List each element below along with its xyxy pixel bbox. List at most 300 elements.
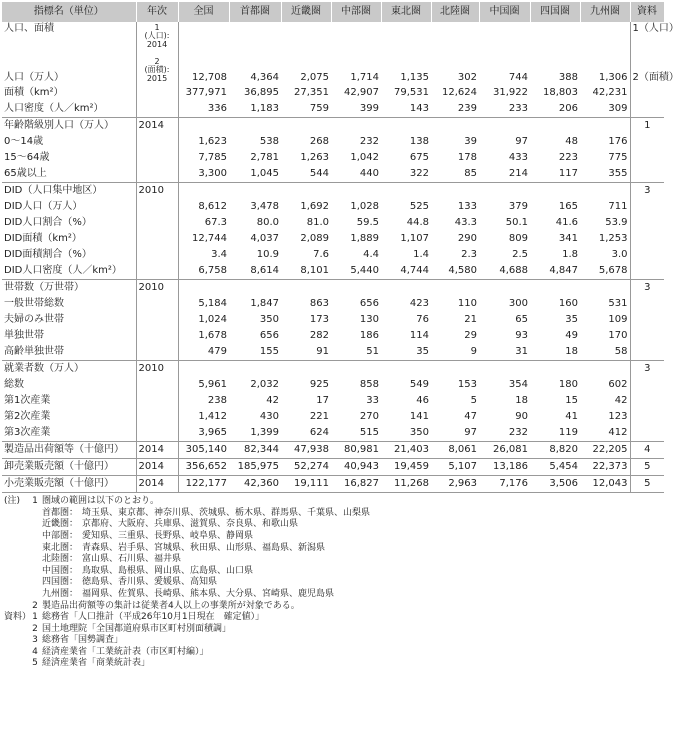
value-cell: 76 [416,314,429,326]
value-cell [431,118,479,135]
value-cell: 4,847 [549,265,578,277]
value-cell: 26,081 [479,442,530,459]
row-label: 第1次産業 [4,395,51,407]
value-cell: 40,943 [331,459,381,476]
value-cell: 5,107 [431,459,479,476]
value-cell: 59.5 [356,217,379,229]
value-cell [381,118,431,135]
table-row [2,442,664,459]
value-cell [229,118,281,135]
value-cell: 239 [457,103,477,115]
table-row [2,361,664,378]
row-label: 単独世帯 [4,330,44,342]
value-cell: 675 [409,152,429,164]
row-label: 0〜14歳 [4,136,44,148]
value-cell: 2,963 [431,476,479,493]
value-cell: 4,364 [250,72,279,84]
table-row [2,150,664,166]
row-year [136,344,178,361]
value-cell: 624 [309,427,329,439]
value-cell: 3.0 [611,249,628,261]
region-prefectures: 愛知県、三重県、長野県、岐阜県、静岡県 [82,530,254,541]
value-cell: 3,478 [250,201,279,213]
value-cell: 42,907 [344,87,379,99]
row-label: DID（人口集中地区） [2,183,136,200]
region-prefectures: 鳥取県、島根県、岡山県、広島県、山口県 [82,565,254,576]
region-prefectures: 京都府、大阪府、兵庫県、滋賀県、奈良県、和歌山県 [82,519,299,530]
row-year: 2014 [136,459,178,476]
table-row [2,85,664,101]
value-cell [479,280,530,297]
value-cell: 178 [457,152,477,164]
value-cell: 117 [558,168,578,180]
value-cell: 1,412 [178,409,229,425]
value-cell [229,183,281,200]
row-year [136,85,178,101]
value-cell: 29 [464,330,477,342]
value-cell: 2.3 [461,249,477,261]
row-label: DID人口（万人） [4,201,83,213]
row-label: 就業者数（万人） [2,361,136,378]
value-cell [580,361,630,378]
value-cell: 214 [508,168,528,180]
value-cell: 1,889 [350,233,379,245]
value-cell: 232 [508,427,528,439]
region-definition [4,519,666,531]
value-cell: 165 [558,201,578,213]
region-prefectures: 福岡県、佐賀県、長崎県、熊本県、大分県、宮崎県、鹿児島県 [82,588,335,599]
value-cell: 39 [464,136,477,148]
row-source: 2（面積） [630,58,664,85]
value-cell [580,22,630,58]
value-cell [178,280,229,297]
row-source: 3 [630,280,664,297]
value-cell: 925 [309,379,329,391]
value-cell: 5,454 [530,459,580,476]
row-year [136,409,178,425]
value-cell: 17 [316,395,329,407]
value-cell: 412 [608,427,628,439]
value-cell: 3,965 [178,425,229,442]
value-cell: 123 [608,411,628,423]
value-cell: 35 [416,346,429,358]
value-cell: 1,028 [350,201,379,213]
value-cell: 8,101 [300,265,329,277]
row-label: DID面積割合（%） [4,249,92,261]
value-cell: 1,692 [300,201,329,213]
value-cell: 153 [457,379,477,391]
value-cell: 423 [409,298,429,310]
value-cell: 46 [416,395,429,407]
region-definition [4,554,666,566]
region-definition [4,531,666,543]
table-row [2,296,664,312]
source-item [4,612,666,624]
row-label: 面積（km²） [4,87,64,99]
row-year: 1 (人口): 2014 [136,22,178,58]
value-cell [580,183,630,200]
value-cell [530,183,580,200]
table-row [2,312,664,328]
value-cell: 744 [508,72,528,84]
value-cell [580,118,630,135]
row-label: 卸売業販売額（十億円） [2,459,136,476]
row-source [630,150,664,166]
note-text: 製造品出荷額等の集計は従業者4人以上の事業所が対象である。 [42,600,300,611]
value-cell: 1,183 [250,103,279,115]
value-cell: 10.9 [256,249,279,261]
value-cell: 4,037 [250,233,279,245]
value-cell: 42 [614,395,628,407]
value-cell: 355 [608,168,628,180]
value-cell [281,183,331,200]
row-year: 2010 [136,361,178,378]
value-cell: 16,827 [331,476,381,493]
table-row [2,231,664,247]
value-cell [479,183,530,200]
value-cell: 18,803 [543,87,578,99]
value-cell [281,118,331,135]
value-cell: 67.3 [178,215,229,231]
region-prefectures: 富山県、石川県、福井県 [82,554,182,565]
value-cell: 7,176 [479,476,530,493]
source-text: 経済産業省「工業統計表（市区町村編）」 [42,646,209,657]
row-label: 世帯数（万世帯） [2,280,136,297]
row-label: 15〜64歳 [4,152,50,164]
row-label: 人口密度（人／km²） [4,103,104,115]
header-national: 全国 [178,2,229,22]
region-prefectures: 徳島県、香川県、愛媛県、高知県 [82,577,218,588]
value-cell: 1,847 [250,298,279,310]
region-name: 中部圏： [42,530,79,541]
value-cell: 4,744 [400,265,429,277]
value-cell: 5,678 [598,265,628,277]
note-text: 圏域の範囲は以下のとおり。 [42,496,160,507]
value-cell: 440 [359,168,379,180]
region-name: 近畿圏： [42,519,79,530]
value-cell: 97 [464,427,477,439]
value-cell [229,361,281,378]
row-year [136,134,178,150]
row-label: 第2次産業 [4,411,51,423]
value-cell [530,118,580,135]
value-cell: 173 [309,314,329,326]
value-cell [178,361,229,378]
row-source [630,85,664,101]
row-source [630,215,664,231]
value-cell: 515 [359,427,379,439]
table-row [2,280,664,297]
table-row [2,166,664,183]
note-number: 1 [32,496,38,507]
row-source [630,247,664,263]
value-cell: 51 [366,346,379,358]
value-cell: 2,075 [300,72,329,84]
value-cell: 388 [558,72,578,84]
value-cell [431,22,479,58]
row-year: 2014 [136,442,178,459]
row-year [136,296,178,312]
value-cell: 15 [565,395,578,407]
value-cell: 52,274 [281,459,331,476]
row-source [630,231,664,247]
value-cell: 1.8 [562,249,578,261]
row-year [136,247,178,263]
value-cell [229,22,281,58]
source-text: 総務省「人口推計（平成26年10月1日現在 確定値）」 [42,612,265,623]
value-cell: 5,184 [178,296,229,312]
row-year [136,328,178,344]
value-cell [580,280,630,297]
table-row [2,247,664,263]
value-cell: 268 [309,136,329,148]
value-cell: 238 [178,393,229,409]
value-cell: 309 [608,103,628,115]
value-cell: 82,344 [229,442,281,459]
value-cell: 4.4 [363,249,379,261]
row-year [136,215,178,231]
value-cell: 233 [508,103,528,115]
value-cell: 305,140 [178,442,229,459]
header-chugoku: 中国圏 [479,2,530,22]
value-cell: 531 [608,298,628,310]
value-cell: 33 [366,395,379,407]
row-source: 3 [630,183,664,200]
value-cell: 155 [259,346,279,358]
table-row [2,215,664,231]
value-cell: 130 [359,314,379,326]
row-year [136,312,178,328]
value-cell: 170 [608,330,628,342]
value-cell: 1,045 [250,168,279,180]
value-cell [530,22,580,58]
value-cell: 1,107 [400,233,429,245]
value-cell: 1,714 [350,72,379,84]
row-source: 1 [630,118,664,135]
table-row [2,118,664,135]
value-cell: 58 [614,346,628,358]
region-prefectures: 青森県、岩手県、宮城県、秋田県、山形県、福島県、新潟県 [82,542,326,553]
value-cell: 858 [359,379,379,391]
row-label: 年齢階級別人口（万人） [2,118,136,135]
value-cell: 44.8 [406,217,429,229]
value-cell: 138 [409,136,429,148]
value-cell: 341 [558,233,578,245]
value-cell: 356,652 [178,459,229,476]
value-cell: 21 [464,314,477,326]
table-row [2,344,664,361]
table-row [2,459,664,476]
value-cell: 65 [515,314,528,326]
header-indicator: 指標名（単位） [2,2,136,22]
value-cell [530,361,580,378]
region-name: 北陸圏： [42,554,79,565]
value-cell: 43.3 [454,217,477,229]
row-source [630,425,664,442]
row-year [136,150,178,166]
value-cell: 47 [464,411,477,423]
table-row [2,58,664,85]
value-cell: 8,061 [431,442,479,459]
value-cell: 377,971 [178,85,229,101]
region-prefectures: 埼玉県、東京都、神奈川県、茨城県、栃木県、群馬県、千葉県、山梨県 [82,507,371,518]
value-cell: 110 [457,298,477,310]
row-year [136,263,178,280]
footnotes [4,496,666,670]
table-row [2,425,664,442]
value-cell: 91 [316,346,329,358]
region-name: 九州圏： [42,588,79,599]
value-cell: 863 [309,298,329,310]
row-source [630,199,664,215]
value-cell: 2.5 [512,249,528,261]
row-source [630,296,664,312]
header-shikoku: 四国圏 [530,2,580,22]
row-year: 2 (面積): 2015 [136,58,178,85]
row-label: DID面積（km²） [4,233,82,245]
value-cell: 109 [608,314,628,326]
value-cell: 525 [409,201,429,213]
value-cell: 399 [359,103,379,115]
value-cell: 1,678 [178,328,229,344]
value-cell: 12,043 [580,476,630,493]
table-row [2,328,664,344]
value-cell: 22,373 [580,459,630,476]
value-cell: 50.1 [505,217,528,229]
value-cell: 4,688 [499,265,528,277]
value-cell: 282 [309,330,329,342]
value-cell: 114 [409,330,429,342]
regional-statistics-table [2,2,679,493]
row-label: 高齢単独世帯 [4,346,64,358]
row-year: 2010 [136,183,178,200]
table-row [2,134,664,150]
row-label: 第3次産業 [4,427,51,439]
table-row [2,22,664,58]
value-cell: 759 [309,103,329,115]
region-name: 首都圏： [42,507,79,518]
source-number: 2 [32,623,38,634]
value-cell: 4,580 [448,265,477,277]
row-year: 2010 [136,280,178,297]
value-cell: 270 [359,411,379,423]
region-name: 東北圏： [42,542,79,553]
value-cell: 5,440 [350,265,379,277]
value-cell: 80.0 [256,217,279,229]
row-year [136,377,178,393]
row-source: 5 [630,459,664,476]
value-cell: 602 [608,379,628,391]
value-cell: 49 [565,330,578,342]
value-cell: 354 [508,379,528,391]
source-number: 4 [32,646,38,657]
row-source [630,409,664,425]
value-cell: 119 [558,427,578,439]
value-cell: 13,186 [479,459,530,476]
value-cell: 809 [508,233,528,245]
value-cell: 1,623 [178,134,229,150]
value-cell [281,280,331,297]
table-row [2,377,664,393]
value-cell: 12,624 [442,87,477,99]
value-cell: 1.4 [413,249,429,261]
header-year: 年次 [136,2,178,22]
row-label: 65歳以上 [4,168,47,180]
source-text: 総務省「国勢調査」 [42,635,124,646]
value-cell: 18 [515,395,528,407]
value-cell: 433 [508,152,528,164]
value-cell: 12,708 [178,58,229,85]
value-cell: 3,506 [530,476,580,493]
value-cell: 160 [558,298,578,310]
value-cell: 379 [508,201,528,213]
value-cell: 79,531 [394,87,429,99]
table-row [2,183,664,200]
note-number: 2 [32,600,38,611]
value-cell: 176 [608,136,628,148]
value-cell: 2,032 [250,379,279,391]
source-item [4,624,666,636]
value-cell [281,22,331,58]
value-cell: 31 [515,346,528,358]
value-cell [229,280,281,297]
value-cell [431,280,479,297]
value-cell: 5 [470,395,477,407]
region-definition [4,577,666,589]
row-source [630,377,664,393]
value-cell: 538 [259,136,279,148]
value-cell: 2,781 [250,152,279,164]
row-label: DID人口割合（%） [4,217,92,229]
row-source [630,344,664,361]
value-cell: 12,744 [178,231,229,247]
row-source [630,166,664,183]
value-cell [530,280,580,297]
row-source: 4 [630,442,664,459]
row-source [630,328,664,344]
row-source: 1（人口） [630,22,664,58]
value-cell: 53.9 [605,217,628,229]
value-cell: 1,253 [598,233,628,245]
row-source [630,312,664,328]
value-cell: 35 [565,314,578,326]
header-chubu: 中部圏 [331,2,381,22]
value-cell: 221 [309,411,329,423]
value-cell: 143 [409,103,429,115]
row-source [630,393,664,409]
header-shutoken: 首都圏 [229,2,281,22]
value-cell: 141 [409,411,429,423]
value-cell: 302 [457,72,477,84]
value-cell: 3.4 [178,247,229,263]
source-item [4,658,666,670]
header-kyushu: 九州圏 [580,2,630,22]
value-cell: 8,612 [178,199,229,215]
value-cell: 48 [565,136,578,148]
value-cell: 186 [359,330,379,342]
row-year [136,393,178,409]
row-label: 人口、面積 [4,23,54,34]
value-cell: 21,403 [381,442,431,459]
value-cell: 322 [409,168,429,180]
value-cell: 81.0 [306,217,329,229]
value-cell: 8,614 [250,265,279,277]
value-cell: 430 [259,411,279,423]
value-cell: 656 [359,298,379,310]
value-cell: 31,922 [493,87,528,99]
value-cell: 206 [558,103,578,115]
value-cell: 9 [470,346,477,358]
